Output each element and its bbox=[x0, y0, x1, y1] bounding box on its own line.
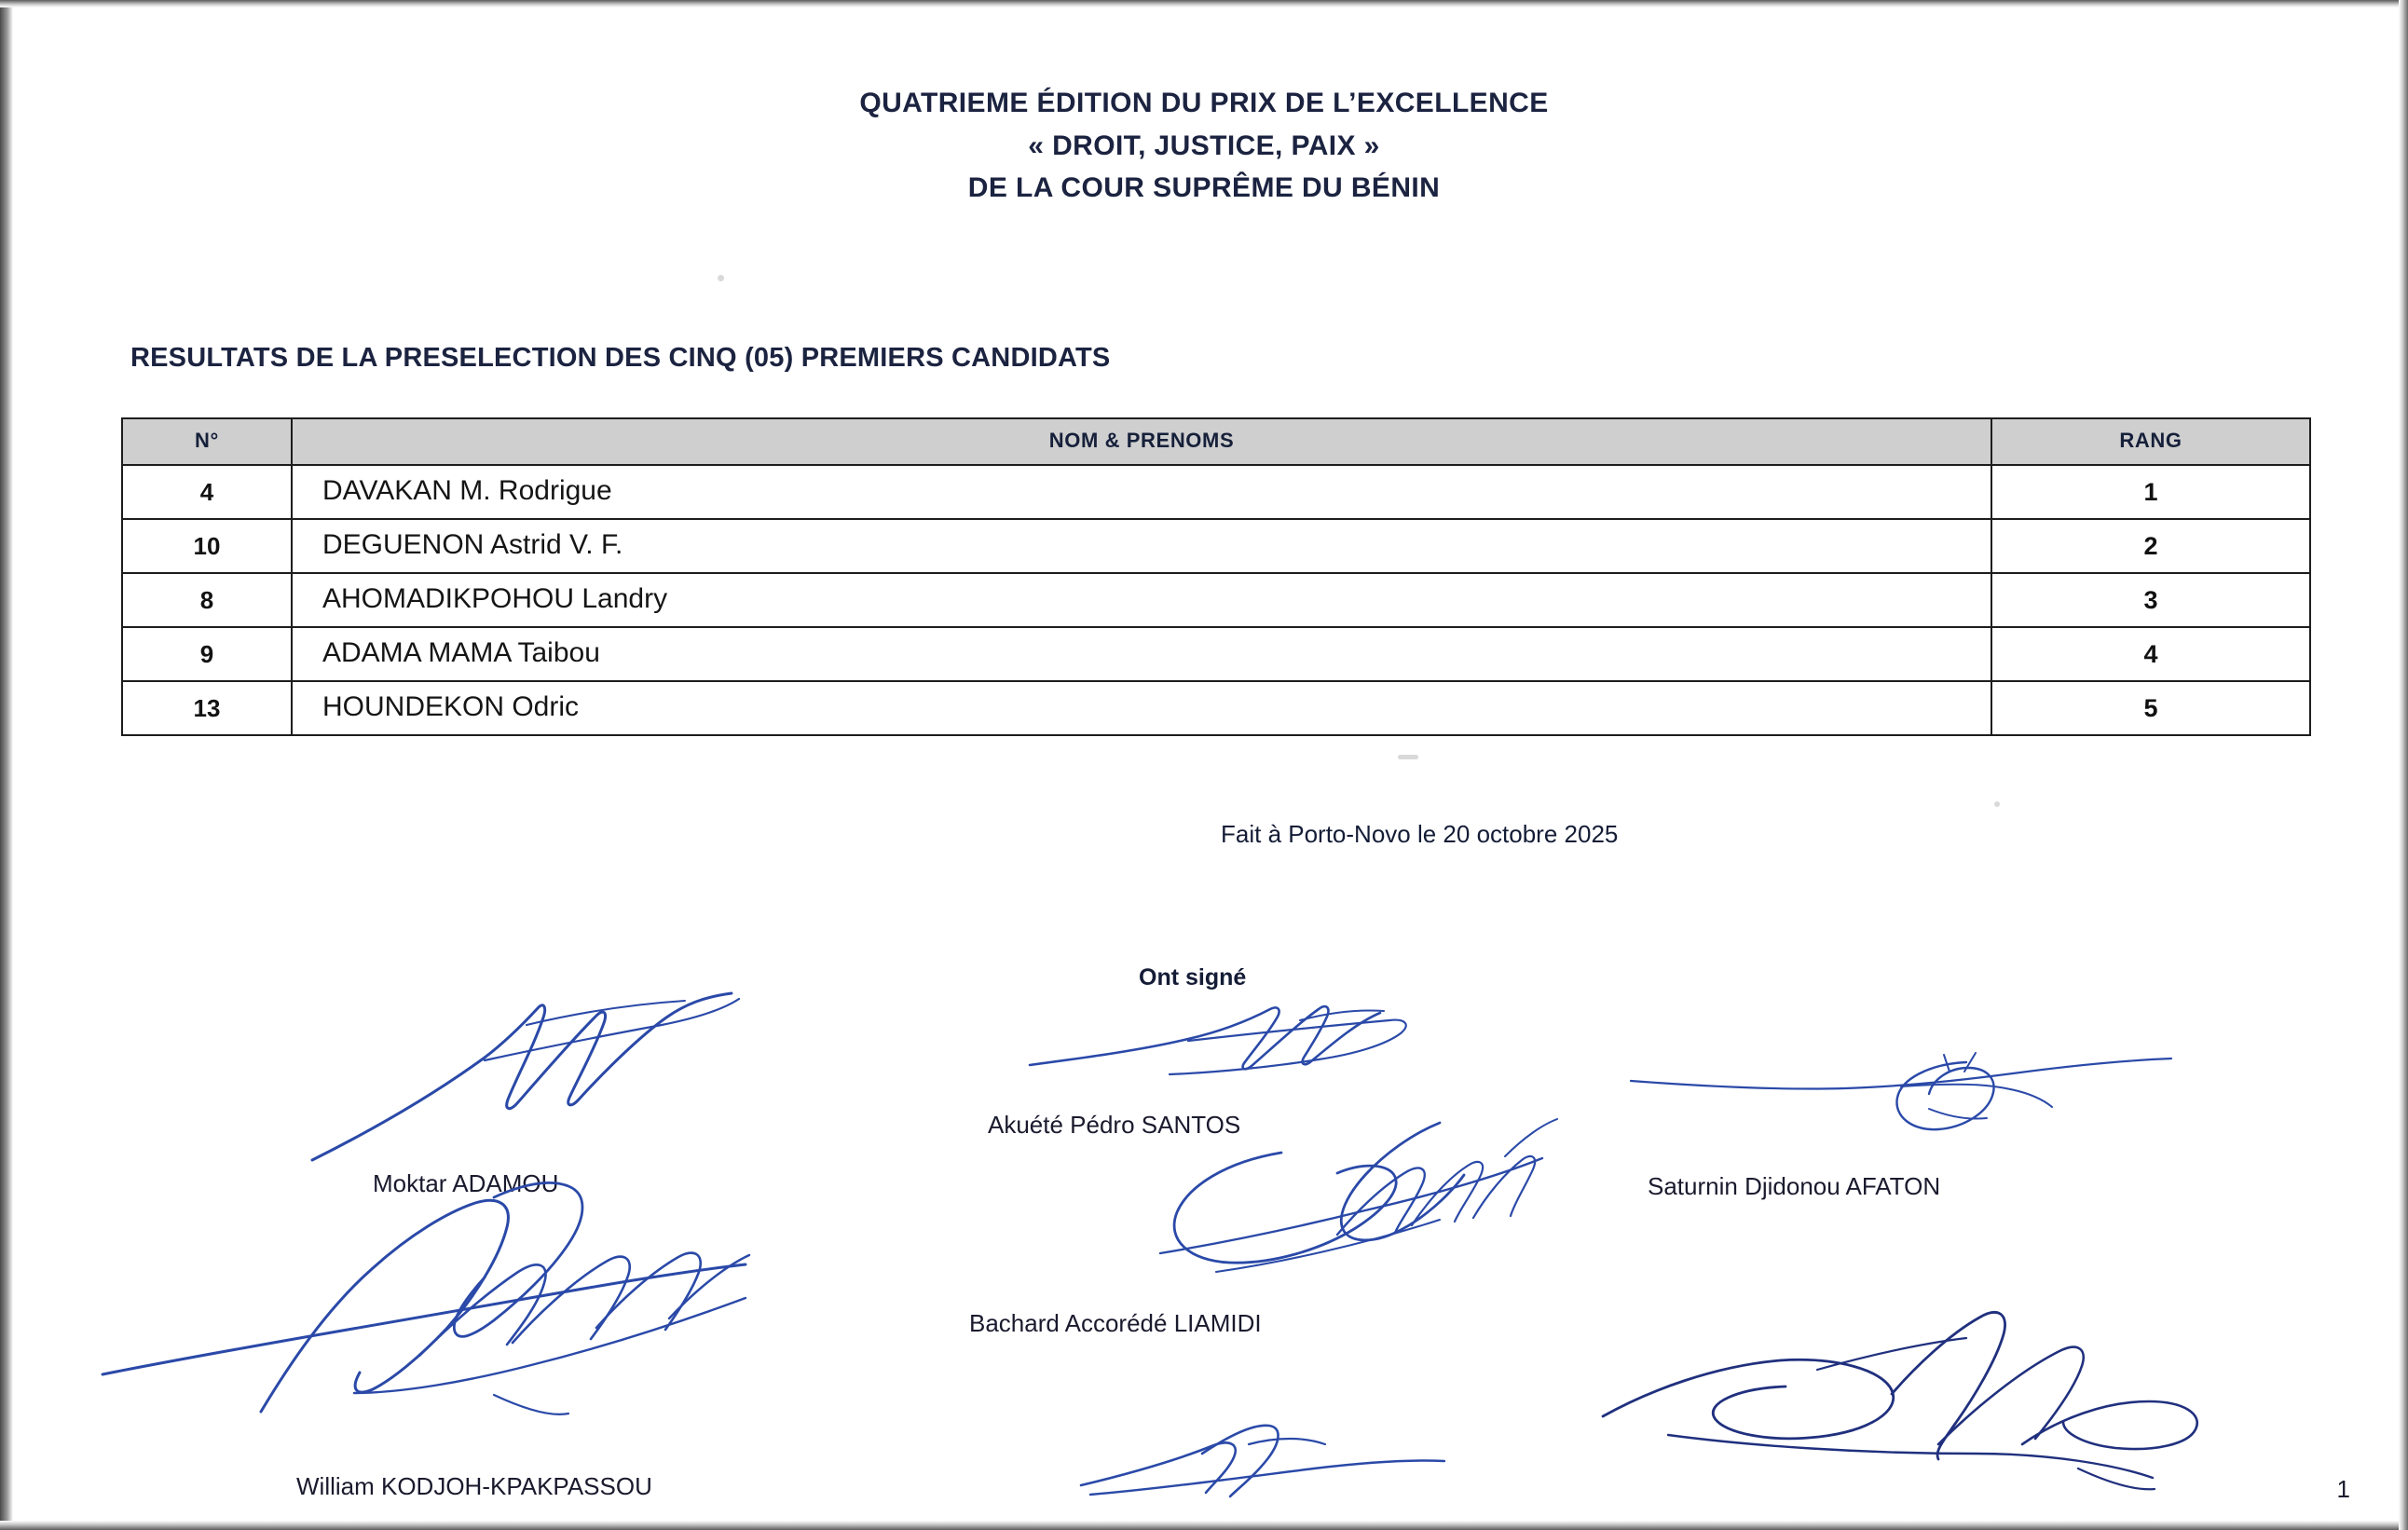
signature-mark-saturnin-djidonou-afaton bbox=[1621, 1044, 2181, 1174]
signature-mark-akuete-pedro-santos bbox=[1020, 992, 1449, 1104]
cell-name: ADAMA MAMA Taibou bbox=[292, 627, 1991, 681]
table-row bbox=[122, 681, 2310, 735]
signatory-name-1: Moktar ADAMOU bbox=[373, 1169, 559, 1197]
cell-number: 13 bbox=[122, 681, 292, 735]
signatory-name-4: Bachard Accorédé LIAMIDI bbox=[969, 1309, 1262, 1337]
table-row bbox=[122, 573, 2310, 627]
signatory-name-2: Akuété Pédro SANTOS bbox=[988, 1111, 1241, 1139]
cell-rank: 5 bbox=[1991, 681, 2310, 735]
cell-number: 10 bbox=[122, 519, 292, 573]
scan-edge-left bbox=[0, 0, 13, 1530]
column-header-name: NOM & PRENOMS bbox=[292, 418, 1991, 465]
signature-mark-bachard-accorede-liamidi bbox=[1104, 1113, 1608, 1314]
cell-name: AHOMADIKPOHOU Landry bbox=[292, 573, 1991, 627]
title-line-3: DE LA COUR SUPRÊME DU BÉNIN bbox=[967, 172, 1441, 204]
cell-name: HOUNDEKON Odric bbox=[292, 681, 1991, 735]
cell-rank: 4 bbox=[1991, 627, 2310, 681]
table-row bbox=[122, 465, 2310, 519]
table-row bbox=[122, 627, 2310, 681]
document-title bbox=[0, 82, 2408, 210]
scan-edge-right bbox=[2399, 0, 2408, 1530]
scan-speck bbox=[718, 275, 724, 281]
signature-mark-william-kodjoh-kpakpassou bbox=[93, 1179, 876, 1440]
signature-mark-moktar-adamou bbox=[294, 988, 778, 1174]
title-line-2: « DROIT, JUSTICE, PAIX » bbox=[1028, 130, 1380, 161]
column-header-number: N° bbox=[122, 418, 292, 465]
cell-rank: 2 bbox=[1991, 519, 2310, 573]
place-and-date: Fait à Porto-Novo le 20 octobre 2025 bbox=[1221, 820, 1619, 848]
signed-label: Ont signé bbox=[1139, 964, 1247, 990]
table-header-row bbox=[122, 418, 2310, 465]
scan-speck bbox=[1398, 755, 1418, 759]
cell-name: DAVAKAN M. Rodrigue bbox=[292, 465, 1991, 519]
cell-number: 9 bbox=[122, 627, 292, 681]
page-number: 1 bbox=[2336, 1475, 2350, 1503]
cell-rank: 3 bbox=[1991, 573, 2310, 627]
scan-speck bbox=[1994, 801, 2000, 807]
table-row bbox=[122, 519, 2310, 573]
results-table bbox=[121, 417, 2311, 736]
signatory-name-3: Saturnin Djidonou AFATON bbox=[1648, 1172, 1941, 1200]
signature-mark-bottom-right bbox=[1584, 1305, 2237, 1519]
signature-mark-bottom-middle bbox=[1053, 1416, 1463, 1528]
cell-number: 8 bbox=[122, 573, 292, 627]
column-header-rank: RANG bbox=[1991, 418, 2310, 465]
scan-edge-top bbox=[0, 0, 2408, 7]
signatory-name-5: William KODJOH-KPAKPASSOU bbox=[296, 1472, 652, 1500]
cell-rank: 1 bbox=[1991, 465, 2310, 519]
scan-edge-bottom bbox=[0, 1521, 2408, 1530]
results-subtitle: RESULTATS DE LA PRESELECTION DES CINQ (05) PREMIERS CANDIDATS bbox=[130, 343, 1111, 373]
title-line-1: QUATRIEME ÉDITION DU PRIX DE L’EXCELLENCE bbox=[859, 88, 1549, 118]
cell-number: 4 bbox=[122, 465, 292, 519]
cell-name: DEGUENON Astrid V. F. bbox=[292, 519, 1991, 573]
